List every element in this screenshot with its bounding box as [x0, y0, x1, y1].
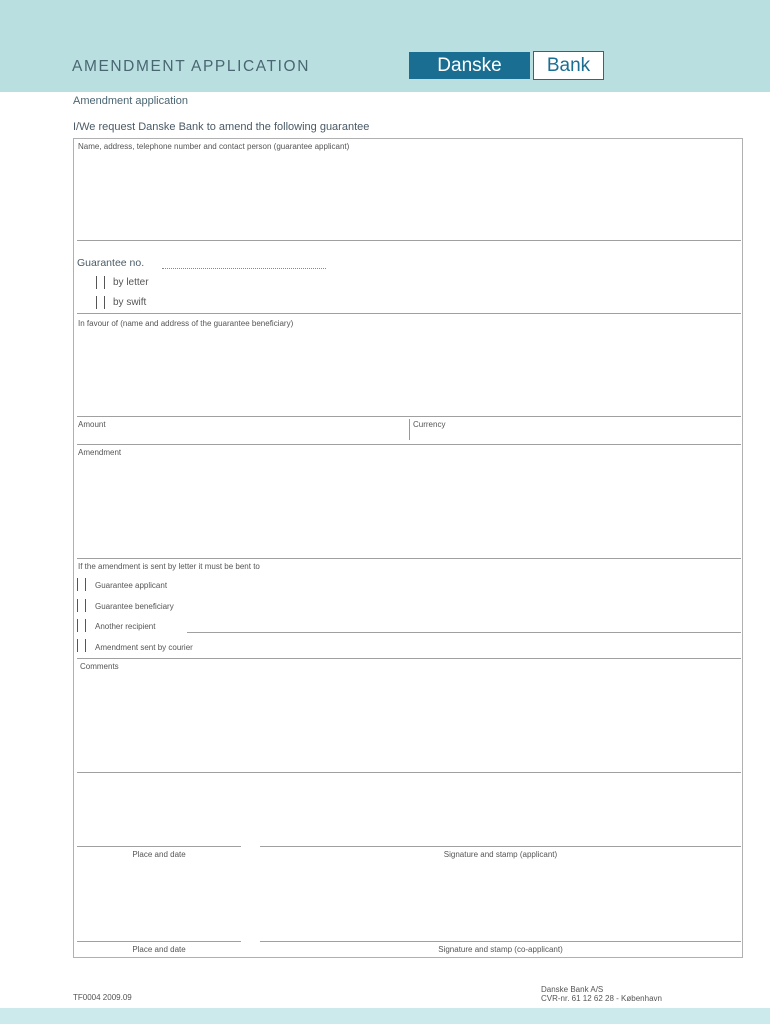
divider — [77, 313, 741, 314]
logo-danske: Danske — [409, 52, 530, 79]
guarantee-no-label: Guarantee no. — [77, 257, 145, 269]
comments-field[interactable] — [78, 674, 738, 769]
header-band — [0, 0, 770, 92]
by-letter-checkbox[interactable] — [96, 276, 105, 289]
footer-band — [0, 1008, 770, 1024]
signature-coapplicant-label: Signature and stamp (co-applicant) — [438, 945, 563, 954]
page-title: AMENDMENT APPLICATION — [72, 58, 311, 75]
currency-input[interactable] — [413, 430, 738, 442]
amount-input[interactable] — [78, 430, 406, 442]
guarantee-applicant-label: Guarantee applicant — [95, 581, 168, 590]
divider — [77, 240, 741, 241]
another-recipient-input[interactable] — [187, 632, 741, 633]
currency-label: Currency — [413, 420, 446, 429]
amount-label: Amount — [78, 420, 106, 429]
place-date-1-line[interactable] — [77, 846, 241, 847]
guarantee-applicant-checkbox[interactable] — [77, 578, 86, 591]
by-letter-label: by letter — [113, 277, 149, 288]
sent-by-letter-label: If the amendment is sent by letter it must be bent to — [78, 562, 260, 571]
guarantee-beneficiary-label: Guarantee beneficiary — [95, 602, 174, 611]
place-date-1-label: Place and date — [132, 850, 186, 859]
guarantee-no-input[interactable] — [162, 268, 326, 269]
signature-applicant-label: Signature and stamp (applicant) — [443, 850, 558, 859]
divider — [77, 658, 741, 659]
beneficiary-field[interactable] — [78, 332, 738, 412]
footer-company: Danske Bank A/S — [541, 985, 604, 994]
place-date-2-line[interactable] — [77, 941, 241, 942]
by-swift-label: by swift — [113, 297, 147, 308]
form-subheading: Amendment application — [73, 95, 188, 107]
divider — [77, 558, 741, 559]
applicant-field[interactable] — [78, 154, 738, 238]
beneficiary-label: In favour of (name and address of the guarantee beneficiary) — [78, 319, 294, 328]
signature-applicant-line[interactable] — [260, 846, 741, 847]
amendment-field[interactable] — [78, 460, 738, 555]
divider — [409, 419, 410, 440]
form-code: TF0004 2009.09 — [73, 993, 132, 1002]
form-intro: I/We request Danske Bank to amend the following guarantee — [73, 121, 370, 133]
logo-bank: Bank — [533, 51, 604, 80]
another-recipient-label: Another recipient — [95, 622, 156, 631]
amendment-label: Amendment — [78, 448, 122, 457]
by-swift-checkbox[interactable] — [96, 296, 105, 309]
applicant-label: Name, address, telephone number and contact person (guarantee applicant) — [78, 142, 350, 151]
divider — [77, 772, 741, 773]
courier-label: Amendment sent by courier — [95, 643, 193, 652]
divider — [77, 444, 741, 445]
divider — [77, 416, 741, 417]
footer-registration: CVR-nr. 61 12 62 28 - København — [541, 994, 662, 1003]
place-date-2-label: Place and date — [132, 945, 186, 954]
signature-coapplicant-line[interactable] — [260, 941, 741, 942]
guarantee-beneficiary-checkbox[interactable] — [77, 599, 86, 612]
another-recipient-checkbox[interactable] — [77, 619, 86, 632]
comments-label: Comments — [80, 662, 119, 671]
courier-checkbox[interactable] — [77, 639, 86, 652]
